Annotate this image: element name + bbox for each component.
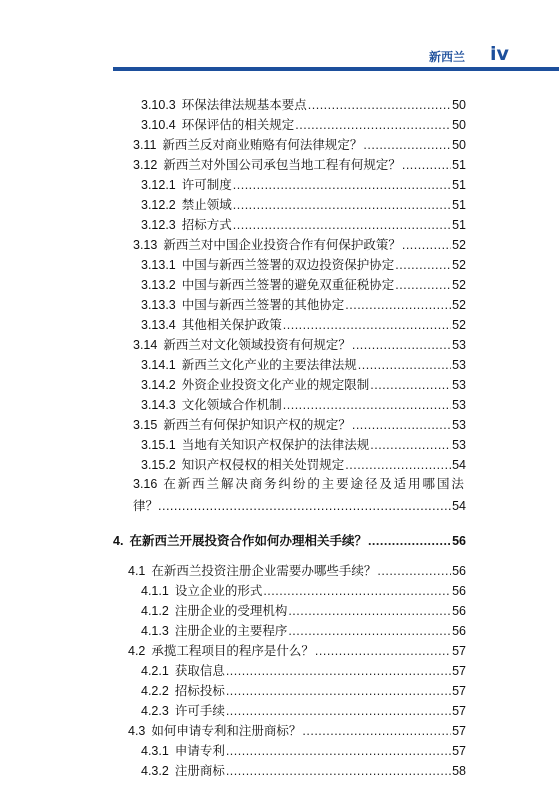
entry-title: 招标投标 — [174, 683, 225, 698]
dot-leader — [233, 216, 451, 234]
toc-entry-3-12-3[interactable] — [141, 216, 466, 236]
entry-number: 3.13.3 — [141, 298, 176, 312]
entry-number: 3.13.1 — [141, 258, 176, 272]
entry-title-line-2 — [133, 495, 466, 517]
entry-page: 56 — [452, 564, 466, 578]
entry-number: 3.12.2 — [141, 198, 176, 212]
entry-title: 许可手续 — [174, 703, 225, 718]
entry-number: 4.3.1 — [141, 744, 169, 758]
toc-entry-3-14[interactable] — [133, 336, 466, 356]
entry-number: 4.1 — [128, 564, 146, 578]
entry-title: 中国与新西兰签署的双边投资保护协定 — [181, 257, 395, 272]
entry-page: 57 — [452, 704, 466, 718]
dot-leader — [402, 236, 451, 254]
entry-title: 注册企业的受理机构 — [174, 603, 288, 618]
entry-page: 57 — [452, 664, 466, 678]
toc-entry-3-13-2[interactable] — [141, 276, 466, 296]
entry-number: 3.12.3 — [141, 218, 176, 232]
toc-entry-3-12[interactable] — [133, 156, 466, 176]
dot-leader — [308, 96, 451, 114]
toc-entry-3-15-1[interactable] — [141, 436, 466, 456]
toc-entry-4-1[interactable] — [128, 562, 466, 582]
toc-entry-3-13-3[interactable] — [141, 296, 466, 316]
entry-page: 56 — [452, 584, 466, 598]
toc-entry-3-11[interactable] — [133, 136, 466, 156]
entry-page: 51 — [452, 158, 466, 172]
entry-title: 文化领域合作机制 — [181, 397, 282, 412]
entry-page: 52 — [452, 278, 466, 292]
entry-number: 4.1.3 — [141, 624, 169, 638]
toc-entry-4-1-2[interactable] — [141, 602, 466, 622]
toc-entry-3-13-1[interactable] — [141, 256, 466, 276]
dot-leader — [226, 702, 451, 720]
entry-number: 3.13.2 — [141, 278, 176, 292]
toc-entry-3-14-2[interactable] — [141, 376, 466, 396]
toc-entry-3-13[interactable] — [133, 236, 466, 256]
entry-page: 51 — [452, 218, 466, 232]
entry-page: 50 — [452, 98, 466, 112]
dot-leader — [302, 722, 451, 740]
dot-leader — [345, 296, 451, 314]
entry-number: 4.2.1 — [141, 664, 169, 678]
entry-title: 其他相关保护政策 — [181, 317, 282, 332]
entry-page: 57 — [452, 744, 466, 758]
entry-title: 许可制度 — [181, 177, 232, 192]
toc-entry-3-10-4[interactable] — [141, 116, 466, 136]
entry-page: 56 — [452, 624, 466, 638]
entry-title: 申请专利 — [174, 743, 225, 758]
toc-entry-4-3[interactable] — [128, 722, 466, 742]
toc-chapter-4[interactable] — [113, 532, 466, 552]
running-header-title: 新西兰 — [429, 50, 466, 64]
dot-leader — [363, 136, 451, 154]
entry-title: 在新西兰解决商务纠纷的主要途径及适用哪国法 — [163, 476, 466, 491]
entry-number: 3.15 — [133, 418, 158, 432]
toc-entry-3-13-4[interactable] — [141, 316, 466, 336]
entry-title: 注册商标 — [174, 763, 225, 778]
entry-title: 设立企业的形式 — [174, 583, 263, 598]
entry-title: 中国与新西兰签署的其他协定 — [181, 297, 345, 312]
dot-leader — [226, 762, 451, 780]
entry-number: 3.13.4 — [141, 318, 176, 332]
dot-leader — [226, 682, 451, 700]
toc-entry-3-15[interactable] — [133, 416, 466, 436]
entry-title: 招标方式 — [181, 217, 232, 232]
toc-entry-3-12-2[interactable] — [141, 196, 466, 216]
dot-leader — [263, 582, 451, 600]
dot-leader — [370, 376, 451, 394]
entry-title: 中国与新西兰签署的避免双重征税协定 — [181, 277, 395, 292]
dot-leader — [352, 336, 451, 354]
chapter-number: 4. — [113, 534, 124, 548]
entry-page: 54 — [452, 499, 466, 513]
dot-leader — [158, 495, 452, 517]
entry-number: 3.16 — [133, 477, 158, 491]
toc-entry-3-14-3[interactable] — [141, 396, 466, 416]
entry-number: 3.10.3 — [141, 98, 176, 112]
entry-number: 3.15.1 — [141, 438, 176, 452]
entry-title: 新西兰文化产业的主要法律法规 — [181, 357, 357, 372]
entry-page: 54 — [452, 458, 466, 472]
entry-number: 4.2.3 — [141, 704, 169, 718]
dot-leader — [233, 176, 451, 194]
entry-page: 58 — [452, 764, 466, 778]
entry-page: 53 — [452, 418, 466, 432]
dot-leader — [395, 276, 451, 294]
dot-leader — [377, 562, 451, 580]
dot-leader — [288, 602, 451, 620]
toc-entry-4-2-3[interactable] — [141, 702, 466, 722]
chapter-page: 56 — [452, 534, 466, 548]
toc-entry-3-12-1[interactable] — [141, 176, 466, 196]
entry-number: 3.12.1 — [141, 178, 176, 192]
entry-title: 新西兰对中国企业投资合作有何保护政策？ — [163, 237, 401, 252]
entry-title: 在新西兰投资注册企业需要办哪些手续？ — [151, 563, 377, 578]
entry-number: 3.12 — [133, 158, 158, 172]
entry-page: 52 — [452, 298, 466, 312]
entry-number: 3.15.2 — [141, 458, 176, 472]
dot-leader — [315, 642, 451, 660]
entry-page: 52 — [452, 318, 466, 332]
entry-page: 57 — [452, 644, 466, 658]
dot-leader — [358, 356, 451, 374]
entry-page: 53 — [452, 378, 466, 392]
entry-page: 51 — [452, 178, 466, 192]
entry-number: 3.14.1 — [141, 358, 176, 372]
entry-page: 51 — [452, 198, 466, 212]
entry-number: 3.13 — [133, 238, 158, 252]
entry-title: 新西兰对文化领域投资有何规定？ — [163, 337, 351, 352]
entry-title-line-1 — [133, 473, 466, 495]
entry-number: 3.11 — [133, 138, 157, 152]
entry-title: 禁止领域 — [181, 197, 232, 212]
entry-number: 3.14.3 — [141, 398, 176, 412]
dot-leader — [352, 416, 451, 434]
entry-page: 53 — [452, 358, 466, 372]
page-number: iv — [490, 43, 509, 65]
entry-title: 当地有关知识产权保护的法律法规 — [181, 437, 370, 452]
dot-leader — [233, 196, 451, 214]
entry-title: 注册企业的主要程序 — [174, 623, 288, 638]
toc-entry-4-3-1[interactable] — [141, 742, 466, 762]
entry-page: 52 — [452, 258, 466, 272]
toc-entry-4-1-3[interactable] — [141, 622, 466, 642]
dot-leader — [395, 256, 451, 274]
dot-leader — [226, 662, 451, 680]
entry-page: 53 — [452, 398, 466, 412]
entry-number: 4.1.1 — [141, 584, 169, 598]
entry-number: 4.3 — [128, 724, 146, 738]
toc-entry-4-1-1[interactable] — [141, 582, 466, 602]
entry-page: 53 — [452, 438, 466, 452]
entry-title: 承揽工程项目的程序是什么？ — [151, 643, 314, 658]
dot-leader — [226, 742, 451, 760]
toc-entry-3-14-1[interactable] — [141, 356, 466, 376]
dot-leader — [283, 396, 451, 414]
entry-title: 外资企业投资文化产业的规定限制 — [181, 377, 370, 392]
entry-title: 如何申请专利和注册商标？ — [151, 723, 302, 738]
chapter-title: 在新西兰开展投资合作如何办理相关手续？ — [129, 533, 367, 548]
entry-number: 4.1.2 — [141, 604, 169, 618]
header-rule — [113, 67, 559, 71]
dot-leader — [295, 116, 451, 134]
entry-title: 知识产权侵权的相关处罚规定 — [181, 457, 345, 472]
dot-leader — [370, 436, 451, 454]
toc-entry-3-10-3[interactable] — [141, 96, 466, 116]
entry-page: 57 — [452, 724, 466, 738]
entry-page: 56 — [452, 604, 466, 618]
entry-title: 环保法律法规基本要点 — [181, 97, 307, 112]
entry-title: 新西兰反对商业贿赂有何法律规定？ — [162, 137, 363, 152]
toc-entry-4-2-1[interactable] — [141, 662, 466, 682]
entry-number: 3.10.4 — [141, 118, 176, 132]
entry-page: 53 — [452, 338, 466, 352]
entry-title: 新西兰有何保护知识产权的规定？ — [163, 417, 351, 432]
entry-number: 3.14.2 — [141, 378, 176, 392]
entry-number: 3.14 — [133, 338, 158, 352]
entry-number: 4.2 — [128, 644, 146, 658]
entry-title: 环保评估的相关规定 — [181, 117, 295, 132]
dot-leader — [283, 316, 451, 334]
toc-entry-4-3-2[interactable] — [141, 762, 466, 782]
dot-leader — [345, 456, 451, 474]
entry-page: 52 — [452, 238, 466, 252]
dot-leader — [368, 532, 451, 550]
entry-page: 57 — [452, 684, 466, 698]
toc-entry-4-2[interactable] — [128, 642, 466, 662]
dot-leader — [402, 156, 451, 174]
dot-leader — [288, 622, 451, 640]
entry-number: 4.2.2 — [141, 684, 169, 698]
entry-page: 50 — [452, 118, 466, 132]
entry-title: 获取信息 — [174, 663, 225, 678]
entry-title: 新西兰对外国公司承包当地工程有何规定？ — [163, 157, 401, 172]
entry-title-continued: 律？ — [133, 498, 159, 513]
toc-entry-4-2-2[interactable] — [141, 682, 466, 702]
entry-page: 50 — [452, 138, 466, 152]
toc-entry-3-16[interactable] — [133, 473, 466, 517]
entry-number: 4.3.2 — [141, 764, 169, 778]
